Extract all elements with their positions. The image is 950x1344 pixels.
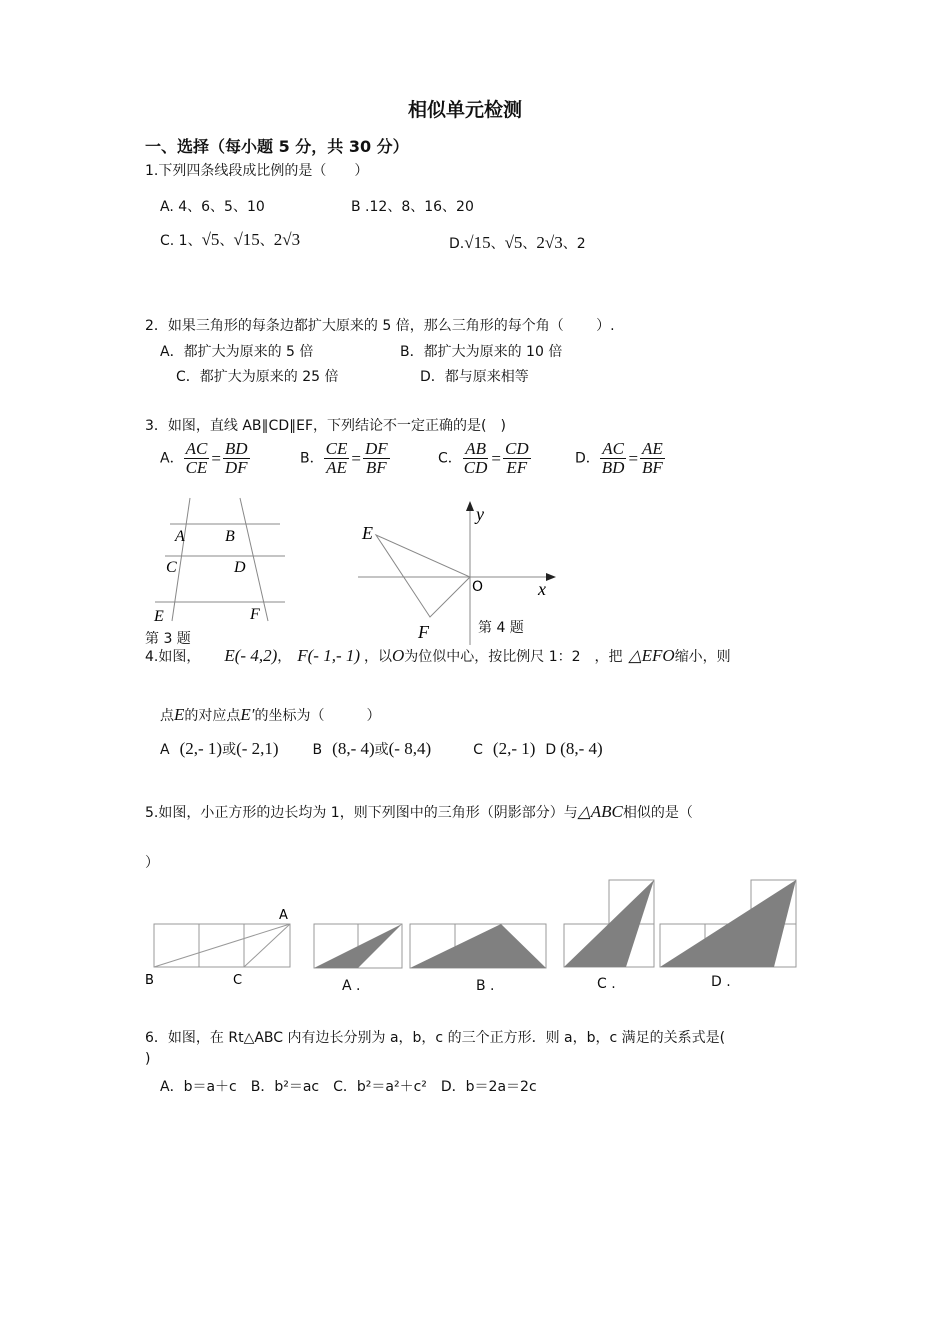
question-2-option-b: B．都扩大为原来的 10 倍 xyxy=(400,344,563,360)
fraction: $\frac{AE}{BF}$ xyxy=(642,439,663,477)
question-3-option-a: A． $\frac{AC}{CE}$ = $\frac{BD}{DF}$ xyxy=(160,439,248,477)
label-b: B xyxy=(145,973,154,988)
fraction: $\frac{AB}{CD}$ xyxy=(463,439,488,477)
label-d: D xyxy=(234,559,246,576)
option-a-label: A . xyxy=(342,978,361,994)
sqrt-value: 2√3 xyxy=(273,230,301,249)
question-2-stem: 2．如果三角形的每条边都扩大原来的 5 倍，那么三角形的每个角（ ）. xyxy=(145,318,615,334)
page-title: 相似单元检测 xyxy=(408,99,523,121)
option-b: B xyxy=(312,742,323,758)
figure-q5-option-b xyxy=(406,920,551,972)
figure-q3-caption: 第 3 题 xyxy=(145,631,191,647)
question-4-options: A (2,- 1)或(- 2,1) B (8,- 4)或(- 8,4) C (2,- 1) D (8,- 4) xyxy=(160,739,603,758)
label-e: E xyxy=(154,608,164,625)
option-c-label: C. 1、 xyxy=(160,233,202,249)
label-f: F xyxy=(418,622,429,642)
option-d-label: D . xyxy=(711,974,731,990)
label-a: A xyxy=(175,528,185,545)
triangle-efo: △EFO xyxy=(628,646,675,665)
sqrt-value: √15 xyxy=(464,233,491,252)
figure-q4-coordinate-plane xyxy=(350,495,565,647)
fraction: $\frac{CD}{EF}$ xyxy=(505,439,529,477)
center-o: O xyxy=(392,646,405,665)
separator: 、 xyxy=(219,233,234,249)
figure-q3-parallel-lines xyxy=(140,495,300,630)
label-y: y xyxy=(476,504,484,524)
point-e: E(- 4,2) xyxy=(224,646,278,665)
option-a: A xyxy=(160,742,170,758)
option-d-label: D. xyxy=(449,236,465,252)
question-1-option-c xyxy=(160,230,300,250)
label-c: C xyxy=(233,973,243,988)
question-2-option-c: C．都扩大为原来的 25 倍 xyxy=(176,369,339,385)
label-x: x xyxy=(538,579,546,599)
option-label: C． xyxy=(438,450,462,467)
label-e: E xyxy=(362,523,373,543)
label-o: O xyxy=(472,579,484,595)
figure-q5-option-d xyxy=(656,876,801,971)
question-6-stem-end: ) xyxy=(145,1051,151,1067)
sqrt-value: √15 xyxy=(233,230,260,249)
separator: 、 xyxy=(490,236,505,252)
sqrt-value: √5 xyxy=(201,230,220,249)
question-6-stem: 6．如图，在 Rt△ABC 内有边长分别为 a，b，c 的三个正方形．则 a，b，c 满足的关系式是( xyxy=(145,1030,726,1046)
figure-q5-option-c xyxy=(560,876,660,971)
label-f: F xyxy=(250,606,260,623)
option-c-label: C . xyxy=(597,976,616,992)
section-heading: 一、选择（每小题 5 分，共 30 分） xyxy=(145,137,409,156)
question-5-stem-end: ） xyxy=(145,855,159,871)
e-prime: E′ xyxy=(240,705,255,724)
option-b-label: B . xyxy=(476,978,495,994)
triangle-abc: △ABC xyxy=(577,802,623,821)
point-f: F(- 1,- 1) xyxy=(297,646,361,665)
option-d: D xyxy=(545,742,557,758)
fraction: $\frac{AC}{CE}$ xyxy=(185,439,208,477)
figure-q4-caption: 第 4 题 xyxy=(478,620,524,636)
question-2-option-a: A．都扩大为原来的 5 倍 xyxy=(160,344,314,360)
fraction: $\frac{AC}{BD}$ xyxy=(601,439,625,477)
sqrt-value: 2√3 xyxy=(536,233,563,252)
label-a: A xyxy=(279,908,288,923)
sqrt-value: √5 xyxy=(504,233,523,252)
fraction: $\frac{CE}{AE}$ xyxy=(325,439,348,477)
separator: 、2 xyxy=(562,236,586,252)
question-1-stem: 1.下列四条线段成比例的是（ ） xyxy=(145,163,369,179)
question-6-options: A．b＝a＋c B．b²＝ac C．b²＝a²＋c² D．b＝2a＝2c xyxy=(160,1079,537,1095)
fraction: $\frac{DF}{BF}$ xyxy=(364,439,388,477)
label-b: B xyxy=(225,528,235,545)
question-2-option-d: D．都与原来相等 xyxy=(420,369,529,385)
question-3-stem: 3．如图，直线 AB∥CD∥EF，下列结论不一定正确的是( ) xyxy=(145,418,506,434)
question-3-option-b: B． $\frac{CE}{AE}$ = $\frac{DF}{BF}$ xyxy=(300,439,388,477)
question-3-option-c: C． $\frac{AB}{CD}$ = $\frac{CD}{EF}$ xyxy=(438,439,529,477)
option-label: D． xyxy=(575,450,600,467)
question-1-option-a: A. 4、6、5、10 xyxy=(160,199,265,215)
figure-q5-reference-abc xyxy=(140,902,300,992)
separator: 、 xyxy=(522,236,537,252)
figure-q5-option-a xyxy=(310,920,410,972)
label-c: C xyxy=(166,559,177,576)
separator: 、 xyxy=(259,233,274,249)
fraction: $\frac{BD}{DF}$ xyxy=(224,439,248,477)
question-3-option-d: D． $\frac{AC}{BD}$ = $\frac{AE}{BF}$ xyxy=(575,439,663,477)
option-label: B． xyxy=(300,450,324,467)
question-5-stem: 5.如图，小正方形的边长均为 1，则下列图中的三角形（阴影部分）与△ABC相似的是（ xyxy=(145,802,693,821)
question-1-option-d xyxy=(449,233,586,253)
option-c: C xyxy=(473,742,483,758)
question-4-stem: 4.如图， E(- 4,2)， F(- 1,- 1) ，以O为位似中心，按比例尺 1：2 ，把 △EFO缩小，则 xyxy=(145,646,731,665)
option-label: A． xyxy=(160,450,184,467)
question-1-option-b: B .12、8、16、20 xyxy=(351,199,474,215)
question-4-line-2: 点E的对应点E′的坐标为（ ） xyxy=(160,705,381,724)
